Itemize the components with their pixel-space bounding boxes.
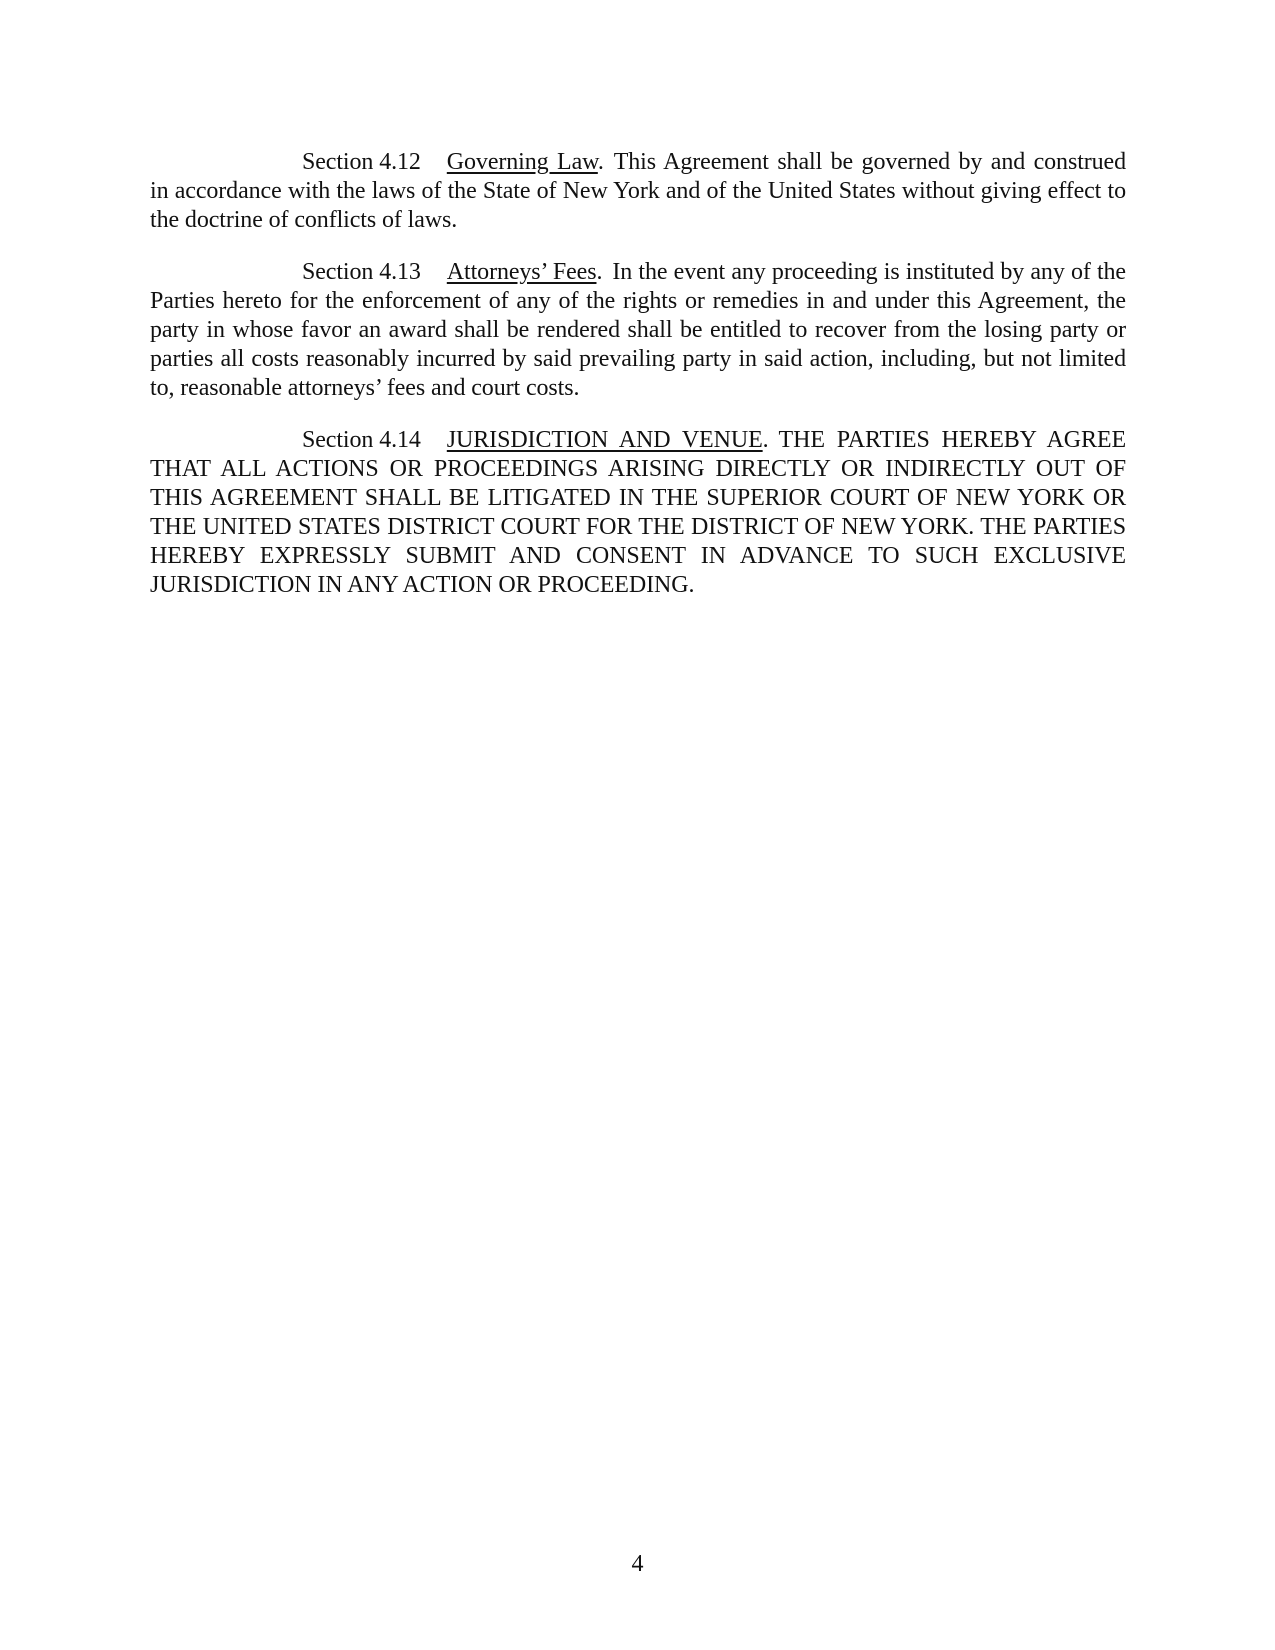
section-heading: Governing Law [446, 149, 598, 175]
section-heading: JURISDICTION AND VENUE [446, 427, 763, 453]
section-number: Section 4.12 [302, 149, 421, 175]
document-body [150, 148, 1126, 623]
section-text: THE PARTIES HEREBY AGREE THAT ALL ACTIONS OR PROCEEDINGS ARISING DIRECTLY OR INDIRECTLY OUT OF THIS AGREEMENT SHALL BE LITIGATED IN THE SUPERIOR COURT OF NEW YORK OR THE UNITED STATES DISTRICT COURT FOR THE DISTRICT OF NEW YORK. THE PARTIES HEREBY EXPRESSLY SUBMIT AND CONSENT IN ADVANCE TO SUCH EXCLUSIVE JURISDICTION IN ANY ACTION OR PROCEEDING. [150, 427, 1126, 598]
section-4-14: Section 4.14 JURISDICTION AND VENUE. THE PARTIES HEREBY AGREE THAT ALL ACTIONS OR PROCEEDINGS ARISING DIRECTLY OR INDIRECTLY OUT OF THIS AGREEMENT SHALL BE LITIGATED IN THE SUPERIOR COURT OF NEW YORK OR THE UNITED STATES DISTRICT COURT FOR THE DISTRICT OF NEW YORK. THE PARTIES HEREBY EXPRESSLY SUBMIT AND CONSENT IN ADVANCE TO SUCH EXCLUSIVE JURISDICTION IN ANY ACTION OR PROCEEDING. [150, 427, 1126, 598]
section-4-12: Section 4.12 Governing Law. This Agreement shall be governed by and construed in accordance with the laws of the State of New York and of the United States without giving effect to the doctrine of conflicts of laws. [150, 149, 1127, 233]
section-4-13: Section 4.13 Attorneys’ Fees. In the event any proceeding is instituted by any of the Parties hereto for the enforcement of any of the rights or remedies in and under this Agreement, the party in whose favor an award shall be rendered shall be entitled to recover from the losing party or parties all costs reasonably incurred by said prevailing party in said action, including, but not limited to, reasonable attorneys’ fees and court costs. [150, 259, 1126, 401]
section-text: This Agreement shall be governed by and construed in accordance with the laws of the State of New York and of the United States without giving effect to the doctrine of conflicts of laws. [150, 149, 1127, 233]
section-text: In the event any proceeding is instituted by any of the Parties hereto for the enforcement of any of the rights or remedies in and under this Agreement, the party in whose favor an award shall be rendered shall be entitled to recover from the losing party or parties all costs reasonably incurred by said prevailing party in said action, including, but not limited to, reasonable attorneys’ fees and court costs. [150, 259, 1126, 401]
page-number: 4 [631, 1551, 644, 1577]
section-heading: Attorneys’ Fees [446, 259, 597, 285]
section-number: Section 4.14 [302, 427, 421, 453]
section-number: Section 4.13 [302, 259, 421, 285]
